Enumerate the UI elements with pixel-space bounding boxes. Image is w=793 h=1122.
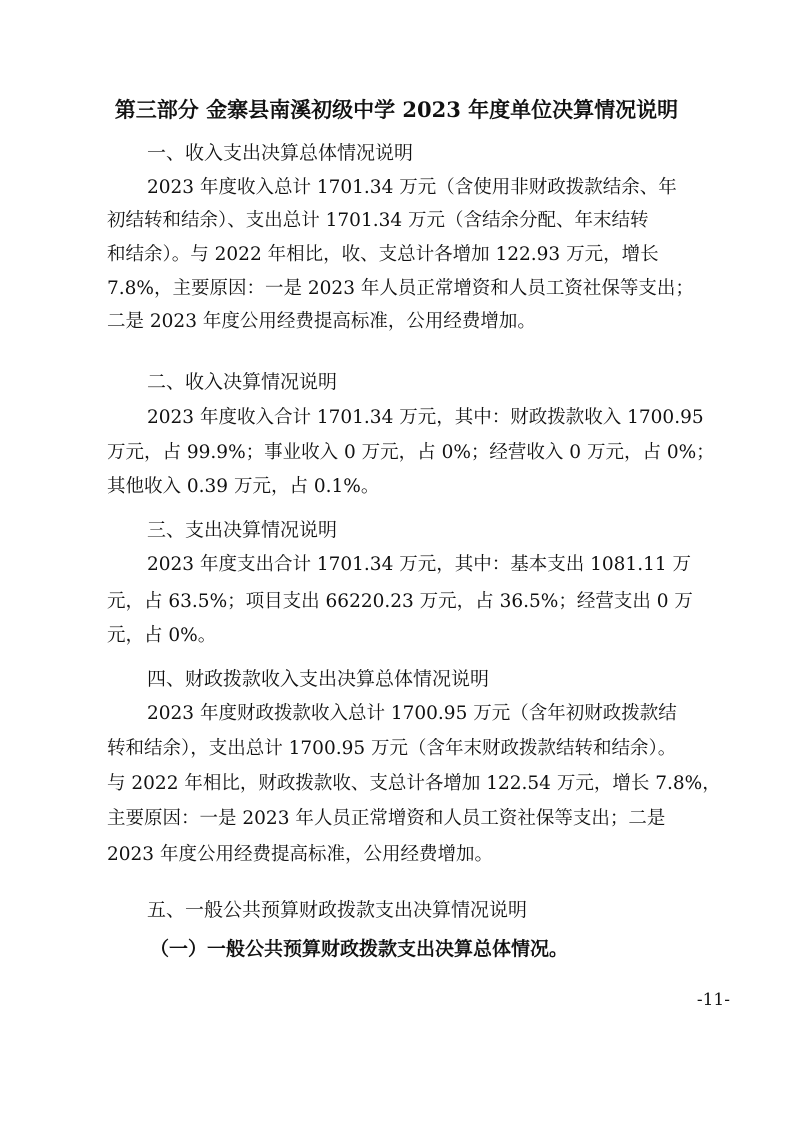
- paragraph-line: 与 2022 年相比，财政拨款收、支总计各增加 122.54 万元，增长 7.8%，: [107, 773, 721, 794]
- paragraph-line: 初结转和结余）、支出总计 1701.34 万元（含结余分配、年末结转: [107, 210, 649, 231]
- page-number: -11-: [696, 990, 730, 1010]
- subsection-heading: （一）一般公共预算财政拨款支出决算总体情况。: [150, 938, 569, 960]
- paragraph-line: 2023 年度支出合计 1701.34 万元，其中：基本支出 1081.11 万: [147, 554, 691, 575]
- paragraph-line: 2023 年度收入总计 1701.34 万元（含使用非财政拨款结余、年: [147, 177, 677, 198]
- paragraph-line: 转和结余），支出总计 1700.95 万元（含年末财政拨款结转和结余）。: [107, 738, 677, 759]
- paragraph-line: 和结余）。与 2022 年相比，收、支总计各增加 122.93 万元，增长: [107, 244, 659, 265]
- paragraph-line: 万元，占 99.9%；事业收入 0 万元，占 0%；经营收入 0 万元，占 0%；: [107, 442, 715, 463]
- section-heading-1: 一、收入支出决算总体情况说明: [147, 142, 414, 164]
- paragraph-line: 2023 年度财政拨款收入总计 1700.95 万元（含年初财政拨款结: [147, 703, 677, 724]
- paragraph-line: 2023 年度收入合计 1701.34 万元，其中：财政拨款收入 1700.95: [147, 407, 704, 428]
- document-title: 第三部分 金寨县南溪初级中学 2023 年度单位决算情况说明: [114, 97, 679, 122]
- paragraph-line: 二是 2023 年度公用经费提高标准，公用经费增加。: [107, 311, 536, 332]
- paragraph-line: 其他收入 0.39 万元，占 0.1%。: [107, 476, 380, 497]
- section-heading-2: 二、收入决算情况说明: [147, 371, 338, 393]
- section-heading-5: 五、一般公共预算财政拨款支出决算情况说明: [147, 899, 528, 921]
- paragraph-line: 主要原因：一是 2023 年人员正常增资和人员工资社保等支出；二是: [107, 808, 666, 829]
- paragraph-line: 2023 年度公用经费提高标准，公用经费增加。: [107, 844, 493, 865]
- paragraph-line: 元，占 0%。: [107, 625, 217, 646]
- section-heading-4: 四、财政拨款收入支出决算总体情况说明: [147, 668, 490, 690]
- paragraph-line: 元，占 63.5%；项目支出 66220.23 万元，占 36.5%；经营支出 0 万: [107, 591, 693, 612]
- section-heading-3: 三、支出决算情况说明: [147, 519, 338, 541]
- paragraph-line: 7.8%，主要原因：一是 2023 年人员正常增资和人员工资社保等支出；: [107, 278, 694, 299]
